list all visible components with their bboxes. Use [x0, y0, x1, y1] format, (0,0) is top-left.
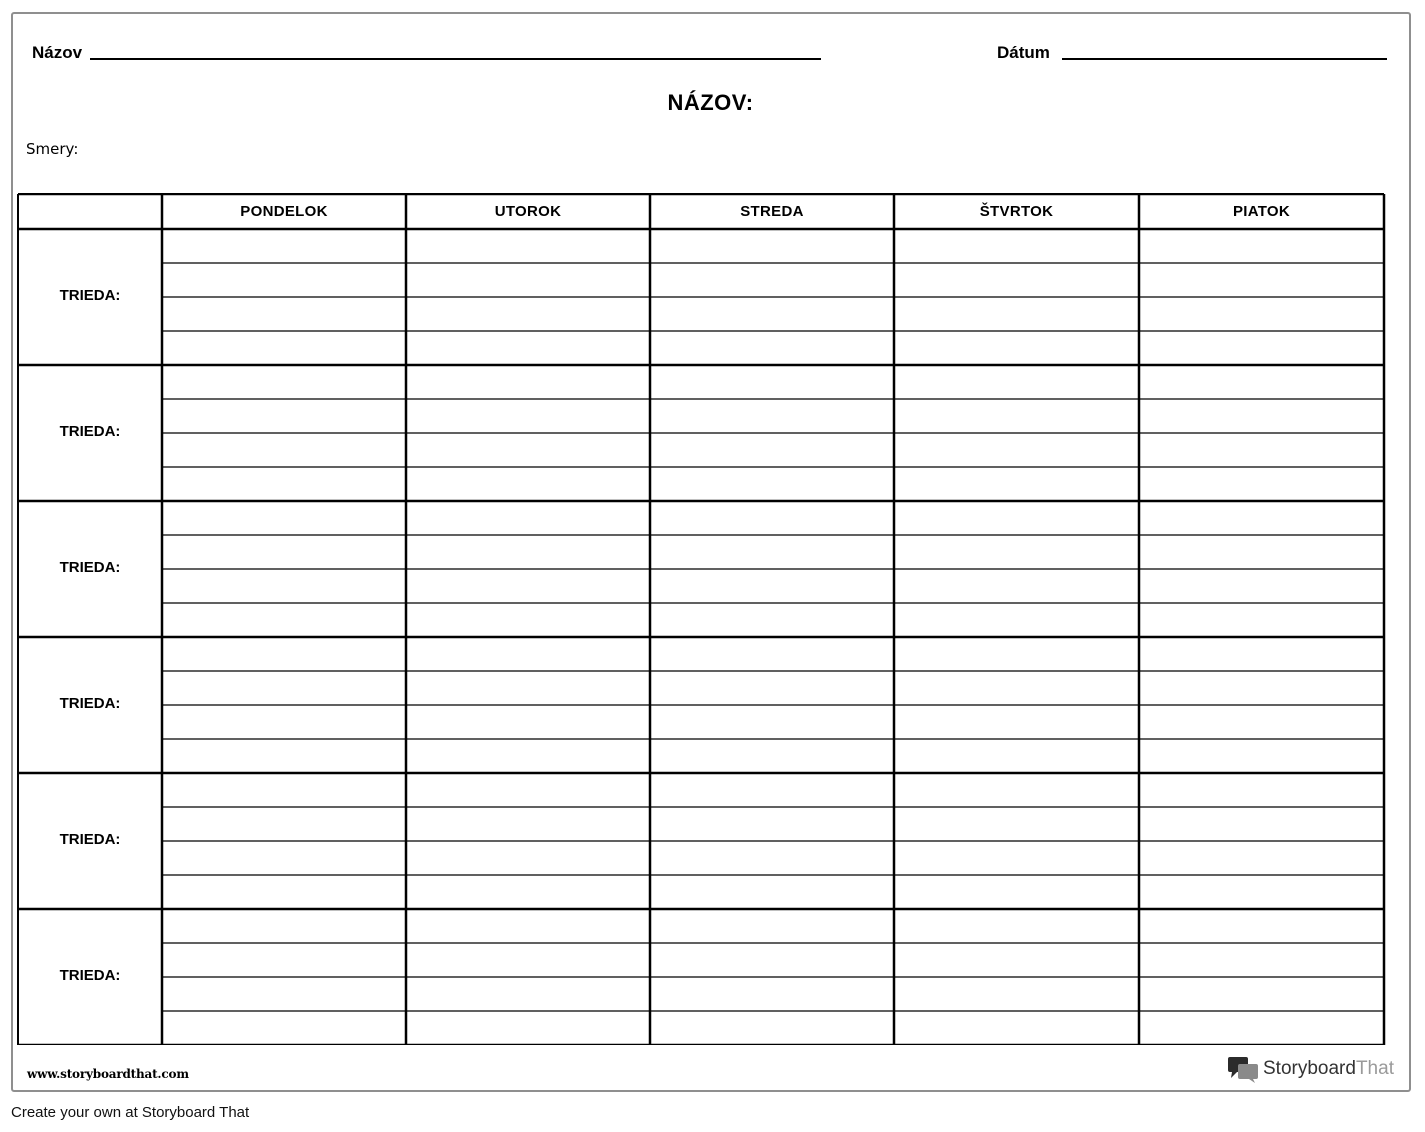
row-label-class: TRIEDA:: [59, 287, 121, 304]
column-header: ŠTVRTOK: [979, 203, 1054, 220]
row-label-class: TRIEDA:: [59, 831, 121, 848]
name-label: Názov: [32, 43, 83, 62]
row-label-class: TRIEDA:: [59, 695, 121, 712]
grid-lines: [17, 193, 1389, 1045]
column-header: PIATOK: [1232, 203, 1291, 220]
directions-label: Smery:: [26, 140, 79, 158]
row-label-class: TRIEDA:: [59, 423, 121, 440]
row-label-class: TRIEDA:: [59, 559, 121, 576]
name-line[interactable]: [90, 58, 821, 60]
page-title: NÁZOV:: [667, 90, 754, 115]
column-header: STREDA: [740, 203, 804, 220]
footer-url: www.storyboardthat.com: [27, 1067, 189, 1081]
row-label-class: TRIEDA:: [59, 967, 121, 984]
column-header: UTOROK: [494, 203, 562, 220]
create-your-own-caption[interactable]: Create your own at Storyboard That: [11, 1104, 250, 1121]
speech-bubbles-icon: [1227, 1055, 1259, 1083]
column-header: PONDELOK: [240, 203, 328, 220]
date-line[interactable]: [1062, 58, 1387, 60]
storyboardthat-logo: [1227, 1055, 1394, 1083]
brand-name: StoryboardThat: [1263, 1058, 1394, 1079]
date-label: Dátum: [997, 43, 1050, 62]
